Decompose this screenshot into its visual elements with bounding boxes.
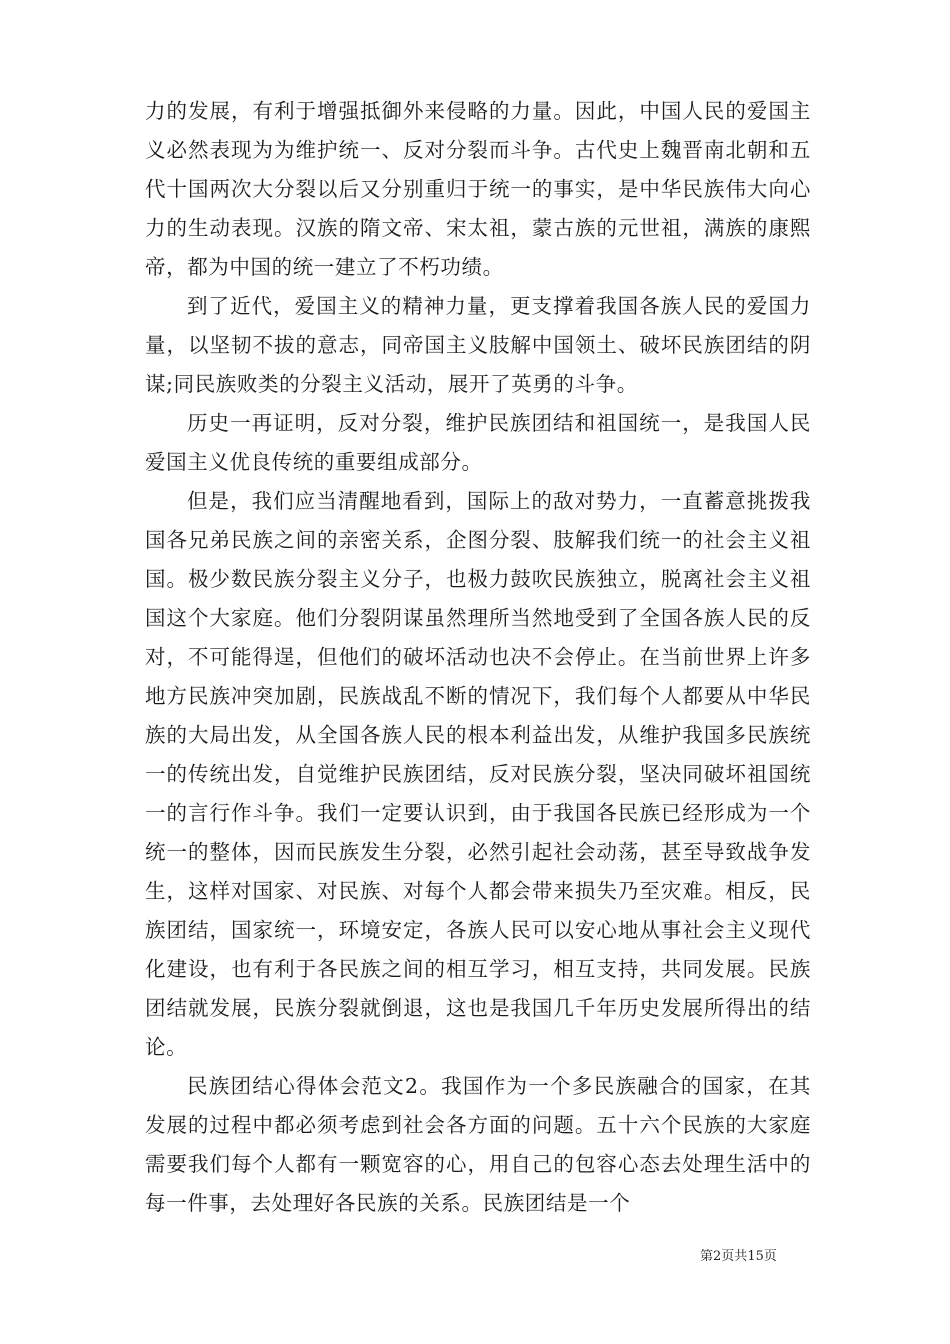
paragraph-history-proves: 历史一再证明，反对分裂，维护民族团结和祖国统一，是我国人民爱国主义优良传统的重要组成部分。: [145, 411, 811, 474]
footer-total-pages: 15: [747, 1249, 764, 1264]
paragraph-sample-2: 民族团结心得体会范文2。我国作为一个多民族融合的国家，在其发展的过程中都必须考虑到社会各方面的问题。五十六个民族的大家庭需要我们每个人都有一颗宽容的心，用自己的包容心态去处理生活中的每一件事，去处理好各民族的关系。民族团结是一个: [145, 1074, 811, 1215]
footer-middle: 页共: [721, 1249, 748, 1264]
footer-prefix: 第: [700, 1249, 714, 1264]
body-text: [145, 92, 811, 1223]
footer-suffix: 页: [763, 1249, 777, 1264]
paragraph-continued: 力的发展，有利于增强抵御外来侵略的力量。因此，中国人民的爱国主义必然表现为为维护统一、反对分裂而斗争。古代史上魏晋南北朝和五代十国两次大分裂以后又分别重归于统一的事实，是中华民族伟大向心力的生动表现。汉族的隋文帝、宋太祖，蒙古族的元世祖，满族的康熙帝，都为中国的统一建立了不朽功绩。: [145, 99, 811, 279]
paragraph-however: 但是，我们应当清醒地看到，国际上的敌对势力，一直蓄意挑拨我国各兄弟民族之间的亲密关系，企图分裂、肢解我们统一的社会主义祖国。极少数民族分裂主义分子，也极力鼓吹民族独立，脱离社会主义祖国这个大家庭。他们分裂阴谋虽然理所当然地受到了全国各族人民的反对，不可能得逞，但他们的破坏活动也决不会停止。在当前世界上许多地方民族冲突加剧，民族战乱不断的情况下，我们每个人都要从中华民族的大局出发，从全国各族人民的根本利益出发，从维护我国多民族统一的传统出发，自觉维护民族团结，反对民族分裂，坚决同破坏祖国统一的言行作斗争。我们一定要认识到，由于我国各民族已经形成为一个统一的整体，因而民族发生分裂，必然引起社会动荡，甚至导致战争发生，这样对国家、对民族、对每个人都会带来损失乃至灾难。相反，民族团结，国家统一，环境安定，各族人民可以安心地从事社会主义现代化建设，也有利于各民族之间的相互学习，相互支持，共同发展。民族团结就发展，民族分裂就倒退，这也是我国几千年历史发展所得出的结论。: [145, 489, 811, 1059]
page-number-footer: [700, 1248, 820, 1266]
paragraph-modern-era: 到了近代，爱国主义的精神力量，更支撑着我国各族人民的爱国力量，以坚韧不拔的意志，同帝国主义肢解中国领土、破坏民族团结的阴谋;同民族败类的分裂主义活动，展开了英勇的斗争。: [145, 294, 811, 396]
footer-current-page: 2: [713, 1249, 722, 1264]
